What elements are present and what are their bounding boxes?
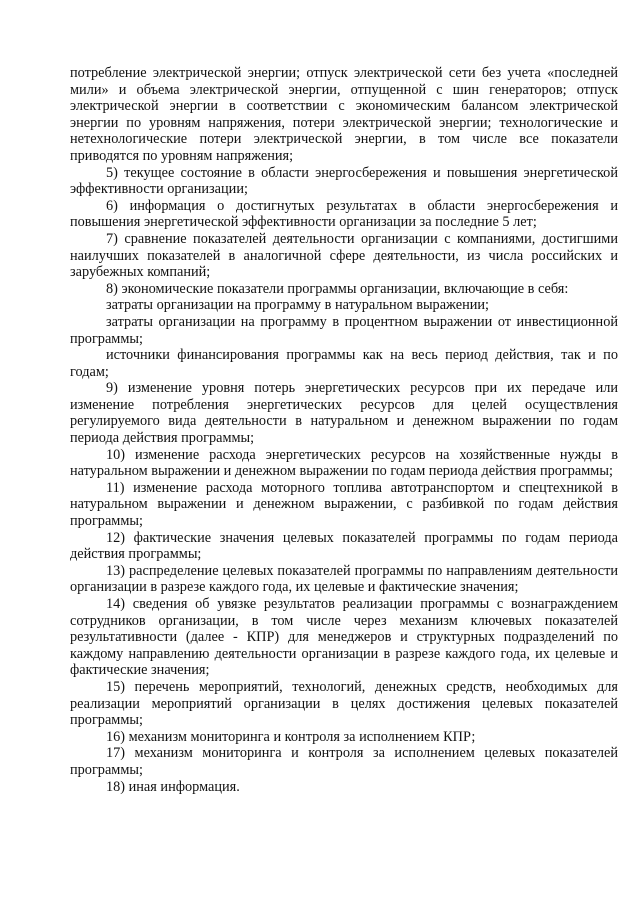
paragraph-item-9: 9) изменение уровня потерь энергетических ресурсов при их передаче или изменение потребления энергетических ресурсов для целей осуществления регулируемого вида деятельности в натуральном и денежном выражении по годам периода действия программы; — [70, 380, 618, 447]
paragraph-item-7: 7) сравнение показателей деятельности организации с компаниями, достигшими наилучших показателей в аналогичной сфере деятельности, из числа российских и зарубежных компаний; — [70, 230, 618, 281]
paragraph-item-8-sub-2: затраты организации на программу в процентном выражении от инвестиционной программы; — [70, 313, 618, 347]
paragraph-item-12: 12) фактические значения целевых показателей программы по годам периода действия программы; — [70, 529, 618, 563]
paragraph-item-8-sub-1: затраты организации на программу в натуральном выражении; — [106, 297, 490, 314]
paragraph-continuation: потребление электрической энергии; отпуск электрической сети без учета «последней мили» и объема электрической энергии, отпущенной с шин генераторов; отпуск электрической энергии в соответствии с экономическим балансом электрической энергии по уровням напряжения, потери электрической энергии; технологические и нетехнологические потери электрической энергии, в том числе все показатели приводятся по уровням напряжения; — [70, 65, 618, 164]
paragraph-item-15: 15) перечень мероприятий, технологий, денежных средств, необходимых для реализации мероприятий организации в целях достижения целевых показателей программы; — [70, 678, 618, 729]
paragraph-item-5: 5) текущее состояние в области энергосбережения и повышения энергетической эффективности организации; — [70, 164, 618, 198]
paragraph-item-6: 6) информация о достигнутых результатах в области энергосбережения и повышения энергетической эффективности организации за последние 5 лет; — [70, 197, 618, 231]
paragraph-item-8: 8) экономические показатели программы организации, включающие в себя: — [106, 280, 569, 297]
paragraph-item-17: 17) механизм мониторинга и контроля за исполнением целевых показателей программы; — [70, 745, 618, 778]
paragraph-item-16: 16) механизм мониторинга и контроля за исполнением КПР; — [106, 728, 476, 745]
paragraph-item-14: 14) сведения об увязке результатов реализации программы с вознаграждением сотрудников организации, в том числе через механизм ключевых показателей результативности (далее - КПР) для менеджеров и структурных подразделений по каждому направлению деятельности организации в разрезе каждого года, их целевые и фактические значения; — [70, 596, 618, 679]
paragraph-item-8-sub-3: источники финансирования программы как на весь период действия, так и по годам; — [70, 347, 618, 380]
paragraph-item-10: 10) изменение расхода энергетических ресурсов на хозяйственные нужды в натуральном выражении и денежном выражении по годам периода действия программы; — [70, 446, 618, 480]
paragraph-item-11: 11) изменение расхода моторного топлива автотранспортом и спецтехникой в натуральном выражении и денежном выражении, с разбивкой по годам действия программы; — [70, 479, 618, 530]
paragraph-item-18: 18) иная информация. — [106, 778, 240, 795]
paragraph-item-13: 13) распределение целевых показателей программы по направлениям деятельности организации в разрезе каждого года, их целевые и фактические значения; — [70, 562, 618, 596]
